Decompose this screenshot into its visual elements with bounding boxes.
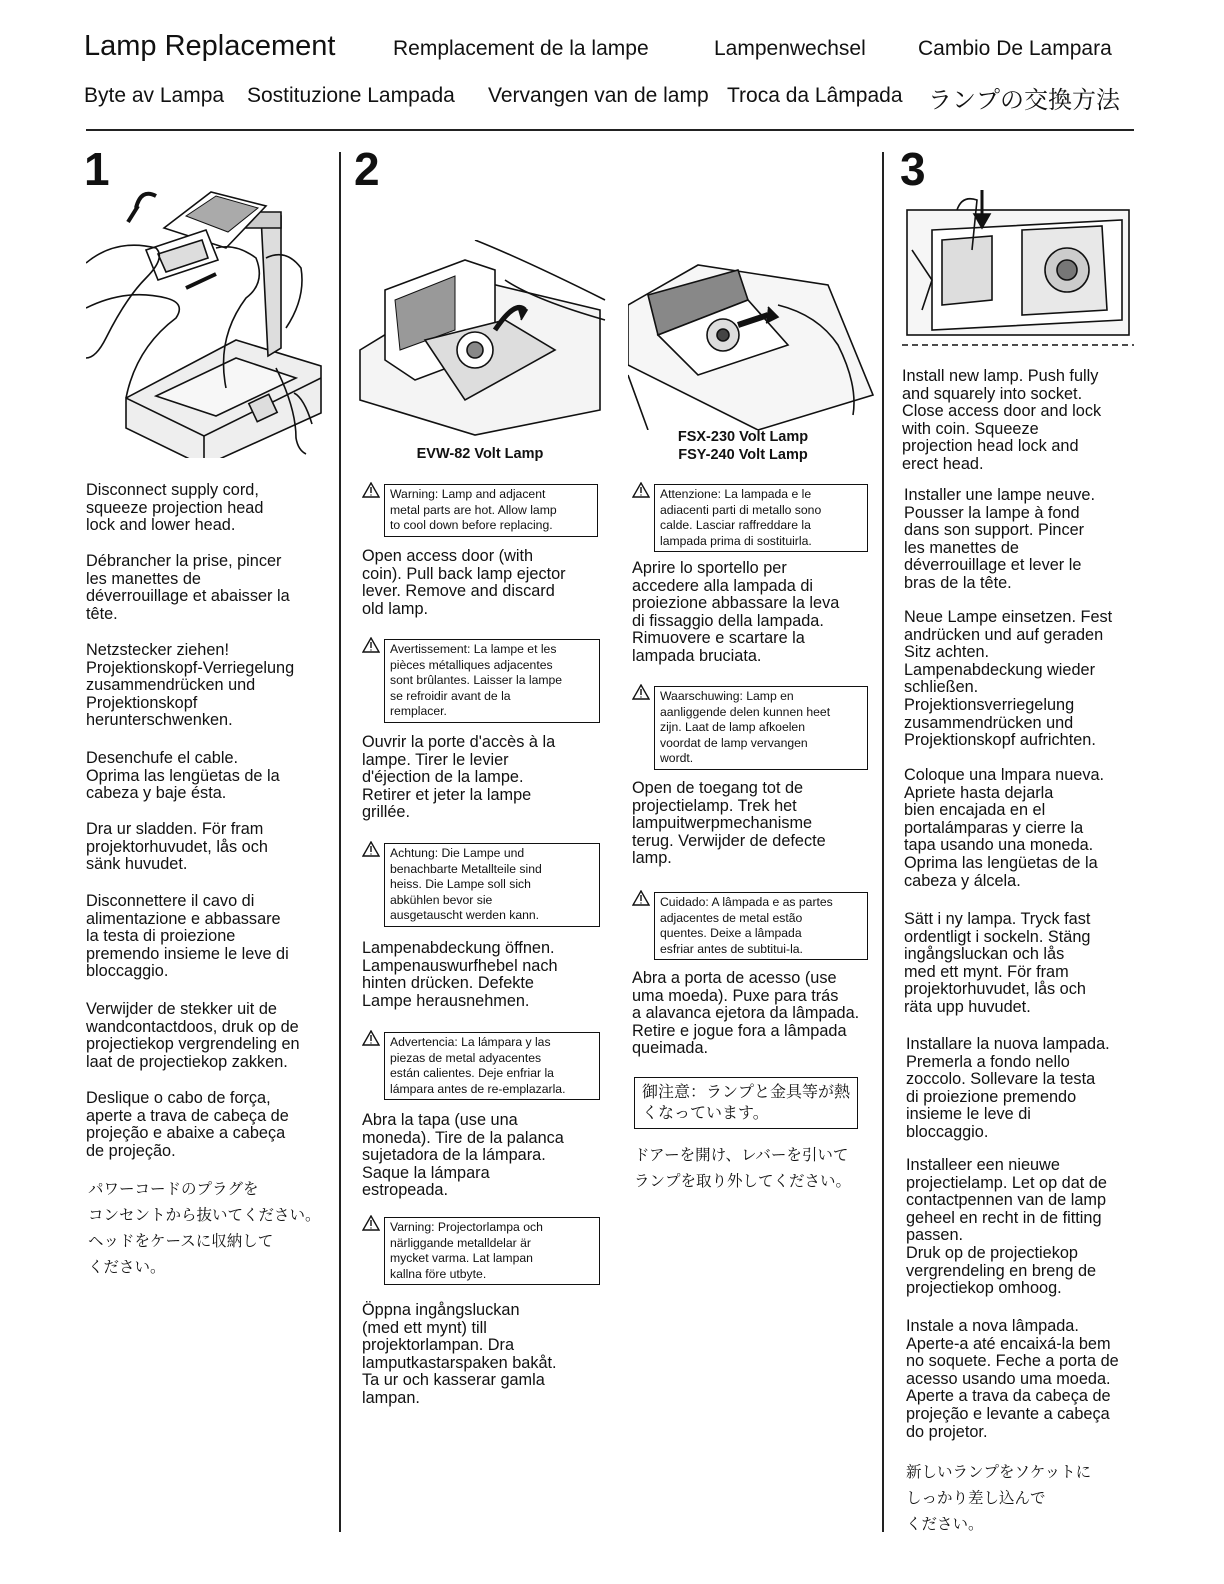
step2-text-es: Abra la tapa (use una moneda). Tire de la palanca sujetadora de la lámpara. Saque la lámpara estropeada. (362, 1111, 564, 1200)
warning-icon (362, 1030, 380, 1046)
step1-text-sv: Dra ur sladden. För fram projektorhuvudet, lås och sänk huvudet. (86, 820, 268, 874)
step1-text-fr: Débrancher la prise, pincer les manettes de déverrouillage et abaisser la tête. (86, 552, 290, 623)
warning-icon (362, 841, 380, 857)
header-rule (86, 129, 1134, 131)
warning-text: Varning: Projectorlampa och närliggande metalldelar är mycket varma. Lat lampan kallna före utbyte. (384, 1217, 600, 1285)
step1-text-de: Netzstecker ziehen! Projektionskopf-Verriegelung zusammendrücken und Projektionskopf herunterschwenken. (86, 641, 295, 730)
step3-text-it: Installare la nuova lampada. Premerla a fondo nello zoccolo. Sollevare la testa di proiezione premendo insieme le leve di bloccaggio. (906, 1035, 1110, 1141)
step2-text-sv: Öppna ingångsluckan (med ett mynt) till projektorlampan. Dra lamputkastarspaken bakåt. Ta ur och kasserar gamla lampan. (362, 1301, 557, 1407)
title-dutch: Vervangen van de lamp (488, 84, 709, 107)
column-divider-left (339, 152, 341, 1532)
title-japanese: ランプの交換方法 (928, 87, 1120, 114)
warning-text: Warning: Lamp and adjacent metal parts are hot. Allow lamp to cool down before replacing. (384, 484, 598, 537)
title-french: Remplacement de la lampe (393, 37, 649, 60)
title-german: Lampenwechsel (714, 37, 866, 60)
title-spanish: Cambio De Lampara (918, 37, 1112, 60)
step1-text-it: Disconnettere il cavo di alimentazione e abbassare la testa di proiezione premendo insieme le leve di bloccaggio. (86, 892, 289, 981)
warning-icon (632, 684, 650, 700)
step2-text-pt: Abra a porta de acesso (use uma moeda). Puxe para trás a alavanca ejetora da lâmpada. Retire e jogue fora a lâmpada queimada. (632, 969, 860, 1058)
step2-text-en: Open access door (with coin). Pull back lamp ejector lever. Remove and discard old lamp. (362, 547, 566, 618)
step3-text-sv: Sätt i ny lampa. Tryck fast ordentligt i sockeln. Stäng ingångsluckan och lås med ett mynt. För fram projektorhuvudet, lås och räta upp huvudet. (904, 910, 1091, 1016)
step1-text-pt: Deslique o cabo de força, aperte a trava de cabeça de projeção e abaixe a cabeça de projeção. (86, 1089, 289, 1160)
step3-text-en: Install new lamp. Push fully and squarely into socket. Close access door and lock with coin. Squeeze projection head lock and erect head. (902, 367, 1102, 473)
step3-text-de: Neue Lampe einsetzen. Fest andrücken und auf geraden Sitz achten. Lampenabdeckung wieder schließen. Projektionsverriegelung zusammendrücken und Projektionskopf aufrichten. (904, 608, 1113, 750)
step-1-number: 1 (84, 143, 110, 195)
step2-text-nl: Open de toegang tot de projectielamp. Trek het lampuitwerpmechanisme terug. Verwijder de defecte lamp. (632, 779, 826, 868)
step2-text-de: Lampenabdeckung öffnen. Lampenauswurfhebel nach hinten drücken. Defekte Lampe herausnehmen. (362, 939, 558, 1010)
warning-text: Attenzione: La lampada e le adiacenti parti di metallo sono calde. Lasciar raffreddare la lampada prima di sostituirla. (654, 484, 868, 552)
step3-text-fr: Installer une lampe neuve. Pousser la lampe à fond dans son support. Pincer les manettes de déverrouillage et lever le bras de la tête. (904, 486, 1095, 592)
warning-text: Waarschuwing: Lamp en aanliggende delen kunnen heet zijn. Laat de lamp afkoelen voordat de lamp vervangen wordt. (654, 686, 868, 770)
step1-text-en: Disconnect supply cord, squeeze projection head lock and lower head. (86, 481, 264, 535)
warning-icon (632, 482, 650, 498)
title-italian: Sostituzione Lampada (247, 84, 455, 107)
warning-icon (362, 637, 380, 653)
step-2-number: 2 (354, 143, 380, 195)
step3-text-es: Coloque una lmpara nueva. Apriete hasta dejarla bien encajada en el portalámparas y cierre la tapa usando una moneda. Oprima las lengüetas de la cabeza y álcela. (904, 766, 1105, 890)
step2-text-it: Aprire lo sportello per accedere alla lampada di proiezione abbassare la leva di fissaggio della lampada. Rimuovere e scartare la lampada bruciata. (632, 559, 840, 665)
figure-fsx-fsy-lamp-compartment (628, 245, 878, 430)
warning-text: Cuidado: A lâmpada e as partes adjacentes de metal estão quentes. Deixe a lâmpada esfriar antes de subtitui-la. (654, 892, 868, 960)
warning-text: Achtung: Die Lampe und benachbarte Metallteile sind heiss. Die Lampe soll sich abkühlen bevor sie ausgetauscht werden kann. (384, 843, 600, 927)
caption-fsx-fsy: FSX-230 Volt Lamp FSY-240 Volt Lamp (677, 429, 809, 463)
title-portuguese: Troca da Lâmpada (727, 84, 903, 107)
caption-evw-82: EVW-82 Volt Lamp (416, 446, 544, 462)
step1-text-nl: Verwijder de stekker uit de wandcontactdoos, druk op de projectiekop vergrendeling en laat de projectiekop zakken. (86, 1000, 300, 1071)
step-3-number: 3 (900, 143, 926, 195)
step3-text-ja: 新しいランプをソケットに しっかり差し込んで ください。 (906, 1464, 1092, 1533)
warning-icon (362, 1215, 380, 1231)
title-swedish: Byte av Lampa (84, 84, 225, 107)
warning-text: Advertencia: La lámpara y las piezas de metal adyacentes están calientes. Deje enfriar la lámpara antes de re-emplazarla. (384, 1032, 600, 1100)
column-divider-right (882, 152, 884, 1532)
figure-evw-82-lamp-compartment (355, 240, 610, 440)
warning-icon (362, 482, 380, 498)
warning-icon (632, 890, 650, 906)
step1-text-ja: パワーコードのプラグを コンセントから抜いてください。 ヘッドをケースに収納して ください。 (88, 1181, 321, 1276)
figure-lower-projection-head (86, 188, 336, 458)
warning-text: Avertissement: La lampe et les pièces métalliques adjacentes sont brûlantes. Laisser la lampe se refroidir avant de la remplacer. (384, 639, 600, 723)
figure-install-new-lamp (902, 190, 1134, 352)
caution-japanese: 御注意：ランプと金具等が熱 くなっています。 (634, 1077, 858, 1129)
step2-text-fr: Ouvrir la porte d'accès à la lampe. Tirer le levier d'éjection de la lampe. Retirer et jeter la lampe grillée. (362, 733, 556, 822)
page-title: Lamp Replacement (84, 30, 336, 62)
step1-text-es: Desenchufe el cable. Oprima las lengüetas de la cabeza y baje ésta. (86, 749, 280, 803)
step3-text-pt: Instale a nova lâmpada. Aperte-a até encaixá-la bem no soquete. Feche a porta de acesso usando uma moeda. Aperte a trava da cabeça de projeção e levante a cabeça do projetor. (906, 1317, 1119, 1441)
step3-text-nl: Installeer een nieuwe projectielamp. Let op dat de contactpennen van de lamp geheel en recht in de fitting passen. Druk op de projectiekop vergrendeling en breng de projectiekop omhoog. (906, 1156, 1107, 1298)
step2-text-ja: ドアーを開け、レバーを引いて ランプを取り外してください。 (634, 1147, 852, 1190)
